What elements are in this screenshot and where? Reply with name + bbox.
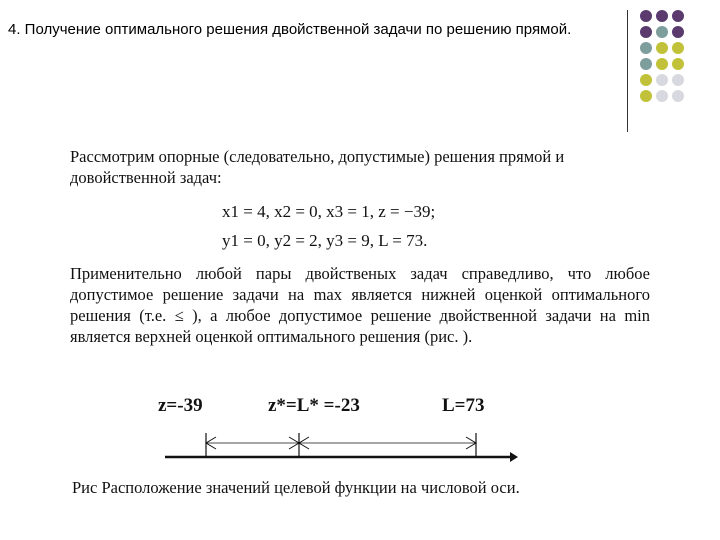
decorative-dot — [640, 90, 652, 102]
decorative-dot — [640, 42, 652, 54]
formula-text: y1 = 0, y2 = 2, y3 = 9, L = 73. — [222, 231, 428, 250]
primal-solution-formula — [222, 202, 435, 222]
decorative-dot — [656, 90, 668, 102]
decorative-divider-line — [627, 10, 628, 132]
decorative-dot — [640, 74, 652, 86]
decorative-dot-grid — [640, 10, 715, 120]
decorative-dot — [640, 58, 652, 70]
axis-label-l: L=73 — [442, 395, 485, 416]
axis-arrowhead — [510, 452, 518, 462]
decorative-dot — [656, 74, 668, 86]
decorative-dot — [672, 26, 684, 38]
decorative-dot — [672, 42, 684, 54]
paragraph-bounds: Применительно любой пары двойственых задач справедливо, что любое допустимое решение задачи на max является нижней оценкой оптимального решения (т.е. ≤ ), а любое допустимое решение двойственной задачи на min является верхней оценкой оптимального решения (рис. ). — [70, 264, 650, 346]
decorative-dot — [640, 10, 652, 22]
dual-solution-formula — [222, 231, 427, 251]
paragraph-intro: Рассмотрим опорные (следовательно, допустимые) решения прямой и довойственной задач: — [70, 147, 565, 187]
decorative-dot — [656, 10, 668, 22]
formula-text: x1 = 4, x2 = 0, x3 = 1, z = −39; — [222, 202, 436, 221]
slide-title: 4. Получение оптимального решения двойственной задачи по решению прямой. — [8, 21, 572, 38]
decorative-dot — [640, 26, 652, 38]
decorative-dot — [672, 74, 684, 86]
decorative-dot — [656, 26, 668, 38]
axis-label-z: z=-39 — [158, 395, 203, 416]
decorative-dot — [656, 42, 668, 54]
decorative-dot — [672, 58, 684, 70]
axis-label-optimum: z*=L* =-23 — [268, 395, 360, 416]
decorative-dot — [672, 90, 684, 102]
decorative-dot — [672, 10, 684, 22]
figure-caption: Рис Расположение значений целевой функции на числовой оси. — [72, 478, 520, 497]
decorative-dot — [656, 58, 668, 70]
number-axis-diagram — [160, 425, 520, 475]
